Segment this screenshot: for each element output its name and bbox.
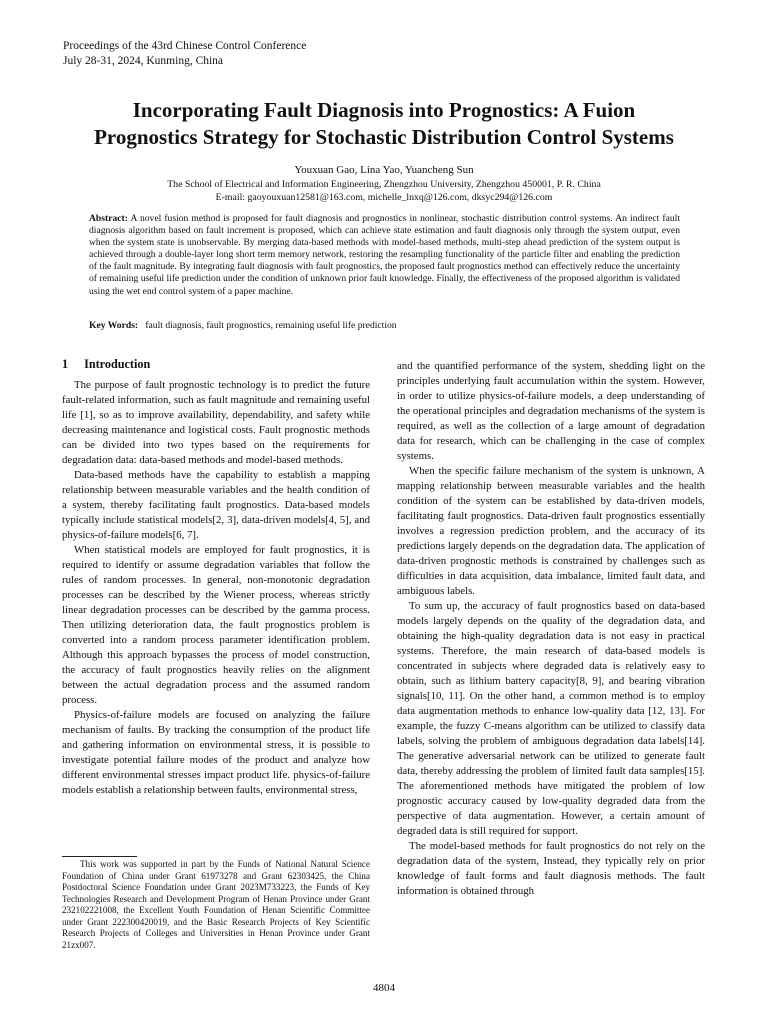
funding-footnote: This work was supported in part by the Funds of National Natural Science Foundation of China under Grant 61973278 and Grant 62303425, the China Postdoctoral Science Foundation under Grant 2023M733223, the Funds of Key Technologies Research and Development Program of Henan Province under Grant 232102221008, the Excellent Youth Foundation of Henan Scientific Committee under Grant 222300420019, and the Basic Research Projects of Key Scientific Research Projects of Colleges and Universities in Henan Province under Grant 21zx007. <box>62 859 370 950</box>
right-paragraph-2: When the specific failure mechanism of the system is unknown, A mapping relationship between measurable variables and the health condition of the system can be established by data-driven models, facilitating fault prognostics. Data-driven fault prognostics essentially involves a regression prediction problem, and the accuracy of its predictions largely depends on the degradation data. The application of data-driven prognostic methods is constrained by challenges such as difficulties in data acquisition, data imbalance, limited fault data, and ambiguous labels. <box>397 465 705 597</box>
affiliation: The School of Electrical and Information Engineering, Zhengzhou University, Zhengzhou 450001, P. R. China <box>167 179 601 190</box>
conference-date-location: July 28-31, 2024, Kunming, China <box>63 55 224 67</box>
affiliation-block <box>40 179 728 204</box>
right-paragraph-1: and the quantified performance of the system, shedding light on the principles underlying fault accumulation within the system. However, in order to utilize physics-of-failure models, a deep understanding of the operational principles and degradation mechanisms of the system is required, as well as the collection of a large amount of degradation data for research, which can be challenging in the case of complex systems. <box>397 360 705 462</box>
right-paragraph-3: To sum up, the accuracy of fault prognostics based on data-based models largely depends on the quality of the degradation data, and obtaining the high-quality degradation data is not easy in practical systems. Therefore, the main research of data-based models is concentrated in subjects where degraded data is relatively easy to obtain, such as lithium battery capacity[8, 9], and bearing vibration signals[10, 11]. On the other hand, a common method is to employ data augmentation methods to enhance low-quality data [12, 13]. For example, the fuzzy C-means algorithm can be utilized to classify data labels, solving the problem of ambiguous degradation data labels[14]. The generative adversarial network can be utilized to generate fault data, thereby addressing the problem of limited fault data samples[15]. The aforementioned methods have mitigated the problem of low prognostic accuracy caused by low-quality degraded data from the perspective of data augmentation. However, a certain amount of degraded data is still required for support. <box>397 600 705 837</box>
abstract-text: A novel fusion method is proposed for fault diagnosis and prognostics in nonlinear, stochastic distribution control systems. An indirect fault diagnosis algorithm based on fault increment is proposed, which can achieve state estimation and fault diagnosis only through the system output, even when the system state is unobservable. By merging data-based methods with model-based methods, multi-step ahead prediction of the system output is achieved through a double-layer long short term memory network, restoring the resampling functionality of the particle filter and enabling the prediction of the fault magnitude. By integrating fault diagnosis with fault prognostics, the proposed fault prognostics method can effectively reduce the uncertainty of remaining useful life prediction under the condition of unknown prior fault knowledge. Finally, the effectiveness of the proposed algorithm is validated using the wet end control system of a paper machine. <box>89 213 680 297</box>
paper-title-line-2: Prognostics Strategy for Stochastic Distribution Control Systems <box>94 125 674 149</box>
right-column <box>397 359 705 899</box>
left-paragraph-4: Physics-of-failure models are focused on analyzing the failure mechanism of faults. By tracking the consumption of the product life and gathering information on environmental stress, it is possible to investigate potential failure modes of the product and analyze how different environmental stresses impact product life. physics-of-failure models establish a relationship between faults, environmental stress, <box>62 709 370 796</box>
left-column <box>62 357 370 798</box>
left-paragraph-1: The purpose of fault prognostic technology is to predict the future fault-related information, such as fault magnitude and remaining useful life [1], so as to improve availability, dependability, and safety while decreasing maintenance and logistical costs. Fault prognostic methods can be divided into two types based on the requirements for degradation data: data-based methods and model-based methods. <box>62 379 370 466</box>
footnote-rule <box>62 856 137 857</box>
page-number: 4804 <box>373 982 395 994</box>
right-paragraph-4: The model-based methods for fault prognostics do not rely on the degradation data of the system, Instead, they typically rely on prior knowledge of fault forms and fault diagnosis methods. The fault information is obtained through <box>397 840 705 897</box>
section-title: Introduction <box>84 357 151 371</box>
keywords <box>89 320 680 332</box>
left-paragraph-3: When statistical models are employed for fault prognostics, it is required to identify or assume degradation variables that follow the rules of random processes. In general, non-monotonic degradation processes can be described by the Wiener process, whereas strictly linear degradation processes can be described by the gamma process. Then utilizing deterioration data, the fault prognostics problem is converted into a random process parameter identification problem. Although this approach bypasses the process of model construction, the accuracy of fault prognostics heavily relies on the alignment between the actual degradation process and the assumed random process. <box>62 544 370 706</box>
section-number: 1 <box>62 357 69 371</box>
keywords-label: Key Words: <box>89 320 139 331</box>
abstract <box>89 213 680 298</box>
abstract-label: Abstract: <box>89 213 128 224</box>
section-heading-introduction <box>62 357 370 372</box>
author-emails: E-mail: gaoyouxuan12581@163.com, michelle_lnxq@126.com, dksyc294@126.com <box>215 191 553 203</box>
keywords-text: fault diagnosis, fault prognostics, remaining useful life prediction <box>145 320 397 331</box>
paper-title-line-1: Incorporating Fault Diagnosis into Prognostics: A Fuion <box>132 98 636 122</box>
paper-title <box>40 97 728 151</box>
left-paragraph-2: Data-based methods have the capability to establish a mapping relationship between measurable variables and the health condition of a system, thereby facilitating fault prognostics. Data-based models typically include statistical models[2, 3], data-driven models[4, 5], and physics-of-failure models[6, 7]. <box>62 469 370 541</box>
conference-name: Proceedings of the 43rd Chinese Control Conference <box>63 40 307 52</box>
author-list: Youxuan Gao, Lina Yao, Yuancheng Sun <box>294 164 474 176</box>
conference-header <box>63 39 306 69</box>
